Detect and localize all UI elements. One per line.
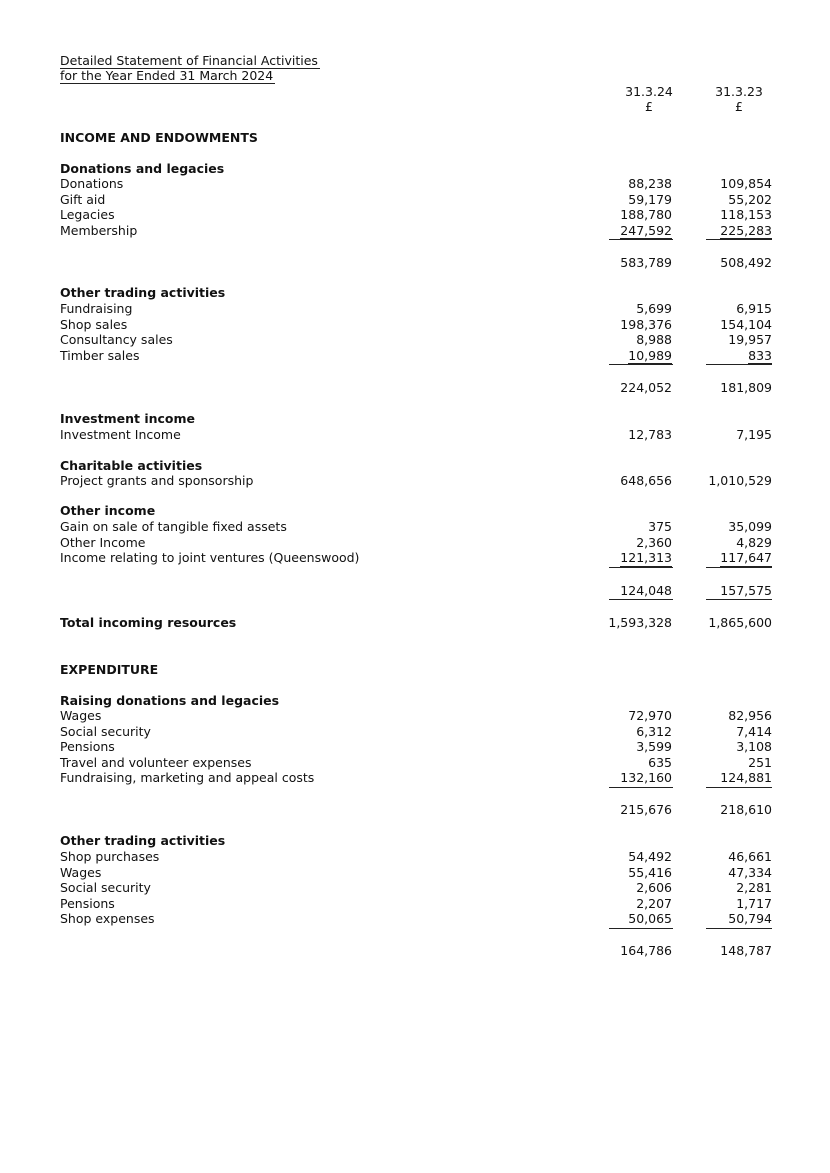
total-incoming-label: Total incoming resources (60, 615, 237, 630)
line-item-row (0, 473, 830, 489)
line-item-row (0, 550, 830, 566)
underline-rule (706, 364, 772, 365)
subtotal-previous: 218,610 (720, 802, 772, 817)
line-item-label: Social security (60, 880, 151, 895)
line-item-label: Investment Income (60, 427, 181, 442)
subtotal-row (0, 255, 830, 271)
underline-rule (609, 239, 673, 240)
line-item-label: Gain on sale of tangible fixed assets (60, 519, 287, 534)
line-item-label: Shop expenses (60, 911, 155, 926)
line-item-row (0, 176, 830, 192)
subtotal-row (0, 380, 830, 396)
line-item-row (0, 332, 830, 348)
underline-rule (706, 787, 772, 788)
statement-title-line-1: Detailed Statement of Financial Activities (60, 53, 318, 68)
line-item-label: Donations (60, 176, 124, 191)
line-item-row (0, 708, 830, 724)
value-previous: 19,957 (728, 332, 772, 347)
underline-rule (609, 928, 673, 929)
column-unit-current: £ (645, 99, 653, 114)
subtotal-current: 124,048 (620, 583, 672, 598)
line-item-label: Timber sales (60, 347, 140, 363)
line-item-label: Social security (60, 723, 151, 739)
value-previous: 109,854 (720, 176, 772, 191)
value-previous: 1,717 (736, 895, 772, 911)
group-heading-trading-income: Other trading activities (60, 285, 226, 300)
statement-title-line-2: for the Year Ended 31 March 2024 (60, 68, 274, 83)
value-current: 198,376 (620, 316, 672, 332)
value-current: 375 (648, 519, 672, 534)
underline-rule (706, 928, 772, 929)
line-item-label: Membership (60, 222, 138, 238)
line-item-row (0, 301, 830, 317)
group-heading-donations: Donations and legacies (60, 161, 225, 176)
value-current: 88,238 (628, 176, 672, 191)
column-date-current: 31.3.24 (625, 84, 673, 99)
value-current: 10,989 (628, 347, 672, 363)
subtotal-current: 583,789 (620, 255, 672, 270)
line-item-row (0, 724, 830, 740)
group-heading-other-income: Other income (60, 503, 156, 518)
value-previous: 154,104 (720, 316, 772, 332)
line-item-label: Wages (60, 864, 102, 880)
line-item-row (0, 427, 830, 443)
line-item-row (0, 519, 830, 535)
line-item-label: Shop purchases (60, 849, 160, 864)
value-previous: 46,661 (728, 849, 772, 864)
value-previous: 225,283 (720, 222, 772, 238)
underline-rule (706, 239, 772, 240)
column-unit-previous: £ (735, 99, 743, 114)
value-current: 188,780 (620, 207, 672, 222)
value-current: 6,312 (636, 723, 672, 739)
line-item-label: Project grants and sponsorship (60, 473, 254, 488)
value-previous: 47,334 (728, 864, 772, 880)
value-previous: 7,414 (736, 723, 772, 739)
value-previous: 117,647 (720, 550, 772, 565)
value-current: 2,207 (636, 895, 672, 911)
value-previous: 55,202 (728, 191, 772, 207)
underline-rule (609, 599, 673, 600)
section-heading-expenditure: EXPENDITURE (60, 662, 159, 677)
line-item-label: Legacies (60, 207, 115, 222)
line-item-row (0, 755, 830, 771)
value-previous: 1,010,529 (708, 473, 772, 488)
value-previous: 118,153 (720, 207, 772, 222)
line-item-label: Travel and volunteer expenses (60, 754, 252, 770)
line-item-row (0, 192, 830, 208)
value-previous: 6,915 (736, 301, 772, 316)
underline-rule (609, 787, 673, 788)
line-item-label: Shop sales (60, 316, 128, 332)
line-item-label: Other Income (60, 534, 146, 550)
group-heading-investment: Investment income (60, 411, 196, 426)
line-item-row (0, 348, 830, 364)
value-previous: 3,108 (736, 739, 772, 754)
value-current: 55,416 (628, 864, 672, 880)
group-heading-raising: Raising donations and legacies (60, 693, 280, 708)
value-previous: 833 (748, 347, 772, 363)
line-item-label: Wages (60, 708, 102, 723)
subtotal-previous: 148,787 (720, 943, 772, 958)
subtotal-row (0, 583, 830, 599)
subtotal-current: 224,052 (620, 380, 672, 395)
value-current: 121,313 (620, 550, 672, 565)
subtotal-row (0, 943, 830, 959)
total-incoming-previous: 1,865,600 (708, 615, 772, 630)
line-item-row (0, 849, 830, 865)
line-item-row (0, 865, 830, 881)
value-current: 54,492 (628, 849, 672, 864)
line-item-row (0, 739, 830, 755)
line-item-row (0, 880, 830, 896)
line-item-row (0, 535, 830, 551)
group-heading-trading-expenditure: Other trading activities (60, 833, 226, 848)
value-current: 247,592 (620, 222, 672, 238)
line-item-label: Pensions (60, 739, 115, 754)
underline-rule (609, 567, 673, 568)
value-current: 5,699 (636, 301, 672, 316)
line-item-row (0, 207, 830, 223)
underline-rule (706, 599, 772, 600)
line-item-label: Fundraising (60, 301, 133, 316)
value-current: 50,065 (628, 911, 672, 926)
value-previous: 35,099 (728, 519, 772, 534)
value-current: 72,970 (628, 708, 672, 723)
total-incoming-row (0, 615, 830, 631)
value-current: 132,160 (620, 770, 672, 785)
value-current: 8,988 (636, 332, 672, 347)
value-current: 635 (648, 754, 672, 770)
value-previous: 124,881 (720, 770, 772, 785)
column-date-previous: 31.3.23 (715, 84, 763, 99)
value-previous: 2,281 (736, 880, 772, 895)
subtotal-previous: 181,809 (720, 380, 772, 395)
value-current: 2,606 (636, 880, 672, 895)
line-item-label: Fundraising, marketing and appeal costs (60, 770, 315, 785)
value-previous: 50,794 (728, 911, 772, 926)
line-item-row (0, 911, 830, 927)
value-current: 2,360 (636, 534, 672, 550)
line-item-label: Consultancy sales (60, 332, 173, 347)
line-item-row (0, 896, 830, 912)
subtotal-previous: 508,492 (720, 255, 772, 270)
line-item-label: Gift aid (60, 191, 106, 207)
subtotal-previous: 157,575 (720, 583, 772, 598)
section-heading-income: INCOME AND ENDOWMENTS (60, 130, 258, 145)
line-item-label: Pensions (60, 895, 115, 911)
subtotal-current: 164,786 (620, 943, 672, 958)
underline-rule (706, 567, 772, 568)
subtotal-current: 215,676 (620, 802, 672, 817)
value-previous: 82,956 (728, 708, 772, 723)
line-item-row (0, 770, 830, 786)
group-heading-charitable: Charitable activities (60, 458, 203, 473)
underline-rule (609, 364, 673, 365)
line-item-label: Income relating to joint ventures (Queenswood) (60, 550, 360, 565)
value-current: 648,656 (620, 473, 672, 488)
line-item-row (0, 317, 830, 333)
value-current: 3,599 (636, 739, 672, 754)
subtotal-row (0, 802, 830, 818)
total-incoming-current: 1,593,328 (608, 615, 672, 630)
line-item-row (0, 223, 830, 239)
value-previous: 7,195 (736, 427, 772, 442)
value-current: 59,179 (628, 191, 672, 207)
value-previous: 251 (748, 754, 772, 770)
value-previous: 4,829 (736, 534, 772, 550)
value-current: 12,783 (628, 427, 672, 442)
